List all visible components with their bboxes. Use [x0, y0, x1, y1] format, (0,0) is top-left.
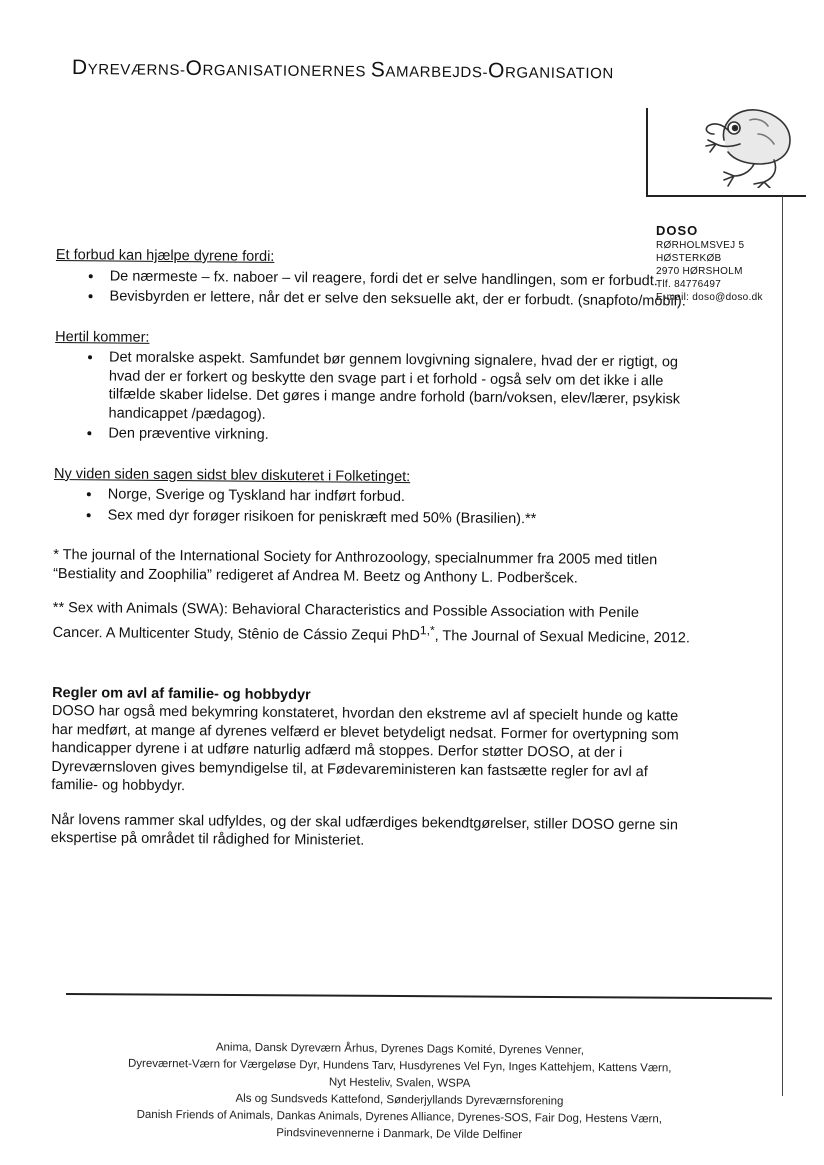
title-cap-4: O: [488, 59, 506, 83]
footer-divider: [66, 993, 772, 999]
footer-line: Pindsvinevennerne i Danmark, De Vilde Delfiner: [276, 1127, 523, 1142]
list-item: • De nærmeste – fx. naboer – vil reagere, fordi det er selve handlingen, som er forbudt.: [104, 267, 696, 291]
footer-line: Nyt Hesteliv, Svalen, WSPA: [328, 1076, 471, 1090]
viden-list: [54, 485, 694, 530]
section-heading-forbud: Et forbud kan hjælpe dyrene fordi:: [55, 246, 275, 265]
list-item: • Norge, Sverige og Tyskland har indført forbud.: [102, 485, 694, 509]
list-item: • Bevisbyrden er lettere, når det er selve den seksuelle akt, der er forbudt. (snapfoto/mobil).: [103, 287, 695, 311]
footnote-2-end: , The Journal of Sexual Medicine, 2012.: [434, 627, 690, 646]
sender-phone: Tlf. 84776497: [656, 279, 722, 290]
regler-paragraph-1: DOSO har også med bekymring konstateret, hvordan den ekstreme avl af specielt hunde og katte har medført, at mange af dyrenes velfærd er blevet betydeligt nedsat. Former for overtypning som handicapper dyrene i at udføre naturlig adfærd må stoppes. Derfor støtter DOSO, at der i Dyreværnsloven gives bemyndigelse til, at Fødevareministeren kan fastsætte regler for avl af familie- og hobbydyr.: [51, 703, 679, 795]
sender-area: HØSTERKØB: [656, 253, 722, 264]
footer-line: Anima, Dansk Dyreværn Århus, Dyrenes Dags Komité, Dyrenes Venner,: [215, 1041, 585, 1057]
letter-body: [51, 246, 696, 853]
section-heading-regler: Regler om avl af familie- og hobbydyr: [52, 684, 311, 704]
footnote-2: [53, 599, 693, 647]
title-part-1: YREVÆRNS-: [87, 61, 186, 79]
margin-line: [782, 196, 783, 1096]
title-part-2: RGANISATIONERNES: [202, 62, 371, 81]
title-part-4: RGANISATION: [504, 64, 614, 83]
footnote-2-sup: 1,*: [419, 622, 435, 637]
sender-street: RØRHOLMSVEJ 5: [656, 240, 745, 251]
footer-line: Als og Sundsveds Kattefond, Sønderjyllands Dyreværnsforening: [235, 1092, 564, 1108]
organisation-title: [72, 56, 672, 85]
sender-name: DOSO: [656, 223, 699, 238]
section-heading-hertil: Hertil kommer:: [55, 328, 150, 346]
footer-line: Dyreværnet-Værn for Værgeløse Dyr, Hundens Tarv, Husdyrenes Vel Fyn, Inges Kattehjem, Kattens Værn,: [127, 1057, 672, 1075]
member-organisations-footer: [39, 1038, 760, 1146]
regler-paragraph-2: Når lovens rammer skal udfyldes, og der skal udfærdiges bekendtgørelser, stiller DOSO gerne sin ekspertise på området til rådighed for Ministeriet.: [50, 811, 679, 850]
list-item: • Sex med dyr forøger risikoen for peniskræft med 50% (Brasilien).**: [102, 506, 694, 530]
list-item: • Det moralske aspekt. Samfundet bør gennem lovgivning signalere, hvad der er rigtigt, og hvad der er forkert og beskytte den svage part i et forhold - også selv om det ikke i alle tilfælde skaber lidelse. Det gøres i mange andre forhold (barn/voksen, elev/lærer, psykisk handicappet /pædagog).: [102, 348, 695, 427]
footer-line: Danish Friends of Animals, Dankas Animals, Dyrenes Alliance, Dyrenes-SOS, Fair Dog, Hestens Værn,: [136, 1108, 663, 1126]
list-item: • Den præventive virkning.: [102, 424, 694, 448]
footnote-1: * The journal of the International Society for Anthrozoology, specialnummer fra 2005 med titlen “Bestiality and Zoophilia” redigeret af Andrea M. Beetz og Anthony L. Podberšcek.: [53, 546, 658, 587]
title-part-3: AMARBEJDS-: [385, 63, 489, 82]
title-cap-2: O: [185, 56, 203, 81]
title-cap-3: S: [370, 58, 386, 82]
forbud-list: [55, 266, 695, 311]
section-heading-viden: Ny viden siden sagen sidst blev diskuteret i Folketinget:: [53, 465, 411, 485]
title-cap-1: D: [71, 56, 88, 80]
hertil-list: [54, 348, 695, 448]
footnote-2-text: ** Sex with Animals (SWA): Behavioral Characteristics and Possible Association with Penile Cancer. A Multicenter Study, Stênio de Cássio Zequi PhD: [52, 599, 640, 644]
sender-email: E-mail: doso@doso.dk: [656, 292, 763, 303]
sender-city: 2970 HØRSHOLM: [656, 266, 743, 277]
frog-icon: [694, 100, 798, 188]
letterhead-frame-vertical: [646, 108, 648, 196]
